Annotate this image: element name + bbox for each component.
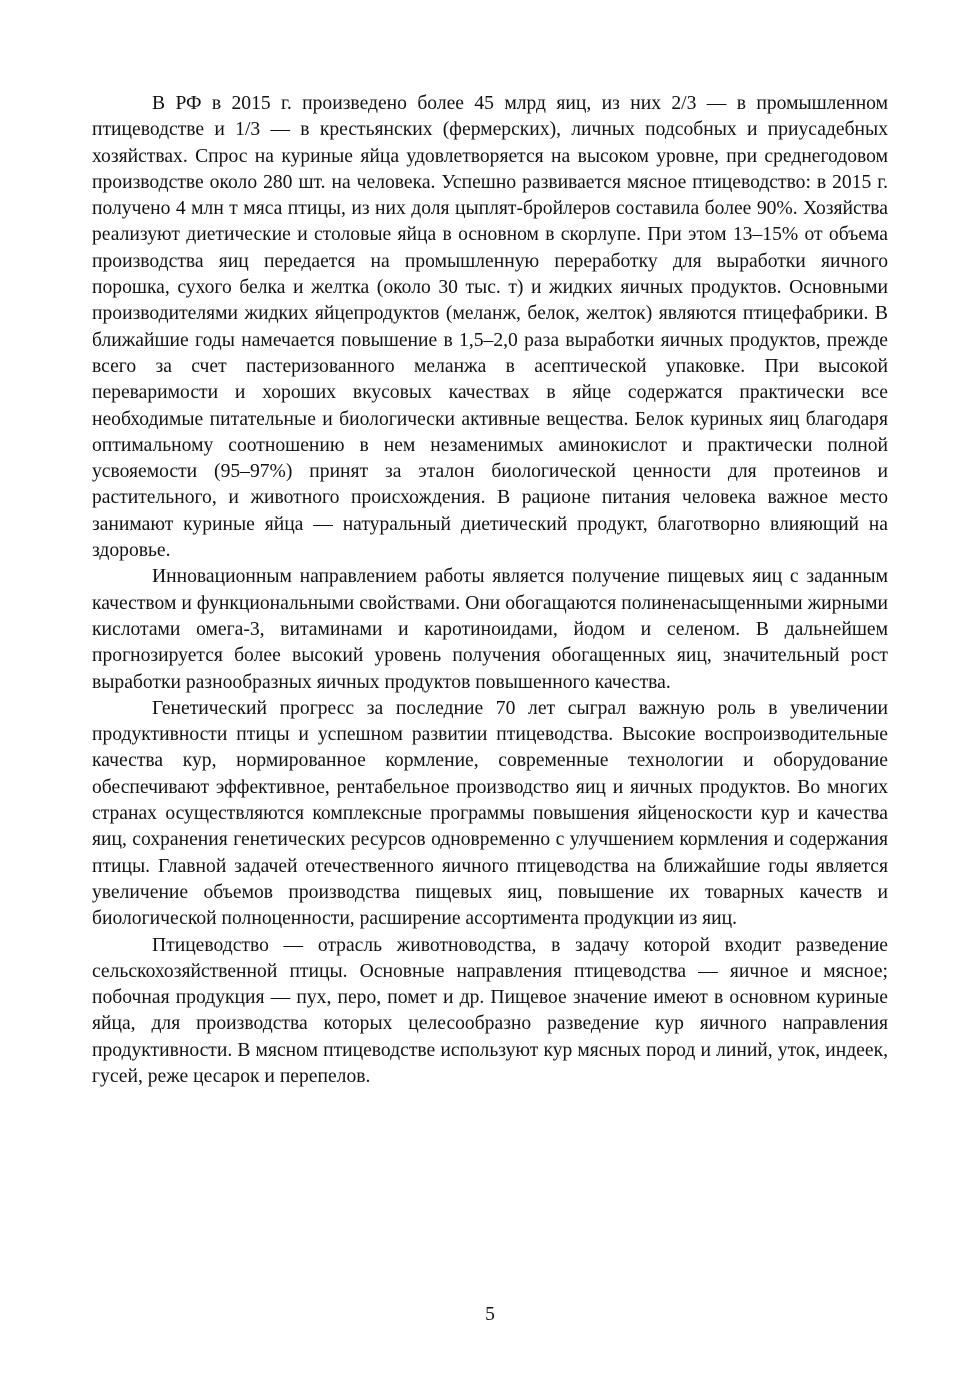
document-body xyxy=(92,91,888,1090)
paragraph-egg-production: В РФ в 2015 г. произведено более 45 млрд яиц, из них 2/3 — в промышленном птицеводстве и 1/3 — в крестьянских (фермерских), личных подсобных и приусадебных хозяйствах. Спрос на куриные яйца удовлетворяется на высоком уровне, при среднегодовом производстве около 280 шт. на человека. Успешно развивается мясное птицеводство: в 2015 г. получено 4 млн т мяса птицы, из них доля цыплят-бройлеров составила более 90%. Хозяйства реализуют диетические и столовые яйца в основном в скорлупе. При этом 13–15% от объема производства яиц передается на промышленную переработку для выработки яичного порошка, сухого белка и желтка (около 30 тыс. т) и жидких яичных продуктов. Основными производителями жидких яйцепродуктов (меланж, белок, желток) являются птицефабрики. В ближайшие годы намечается повышение в 1,5–2,0 раза выработки яичных продуктов, прежде всего за счет пастеризованного меланжа в асептической упаковке. При высокой переваримости и хороших вкусовых качествах в яйце содержатся практически все необходимые питательные и биологически активные вещества. Белок куриных яиц благодаря оптимальному соотношению в нем незаменимых аминокислот и практически полной усвояемости (95–97%) принят за эталон биологической ценности для протеинов и растительного, и животного происхождения. В рационе питания человека важное место занимают куриные яйца — натуральный диетический продукт, благотворно влияющий на здоровье. xyxy=(92,93,888,562)
page-number: 5 xyxy=(485,1304,495,1325)
paragraph-innovation: Инновационным направлением работы является получение пищевых яиц с заданным качеством и функциональными свойствами. Они обогащаются полиненасыщенными жирными кислотами омега-3, витаминами и каротиноидами, йодом и селеном. В дальнейшем прогнозируется более высокий уровень получения обогащенных яиц, значительный рост выработки разнообразных яичных продуктов повышенного качества. xyxy=(92,566,888,693)
paragraph-genetic-progress: Генетический прогресс за последние 70 лет сыграл важную роль в увеличении продуктивности птицы и успешном развитии птицеводства. Высокие воспроизводительные качества кур, нормированное кормление, современные технологии и оборудование обеспечивают эффективное, рентабельное производство яиц и яичных продуктов. Во многих странах осуществляются комплексные программы повышения яйценоскости кур и качества яиц, сохранения генетических ресурсов одновременно с улучшением кормления и содержания птицы. Главной задачей отечественного яичного птицеводства на ближайшие годы является увеличение объемов производства пищевых яиц, повышение их товарных качеств и биологической полноценности, расширение ассортимента продукции из яиц. xyxy=(92,697,888,930)
paragraph-poultry-definition: Птицеводство — отрасль животноводства, в задачу которой входит разведение сельскохозяйственной птицы. Основные направления птицеводства — яичное и мясное; побочная продукция — пух, перо, помет и др. Пищевое значение имеют в основном куриные яйца, для производства которых целесообразно разведение кур яичного направления продуктивности. В мясном птицеводстве используют кур мясных пород и линий, уток, индеек, гусей, реже цесарок и перепелов. xyxy=(92,934,888,1087)
